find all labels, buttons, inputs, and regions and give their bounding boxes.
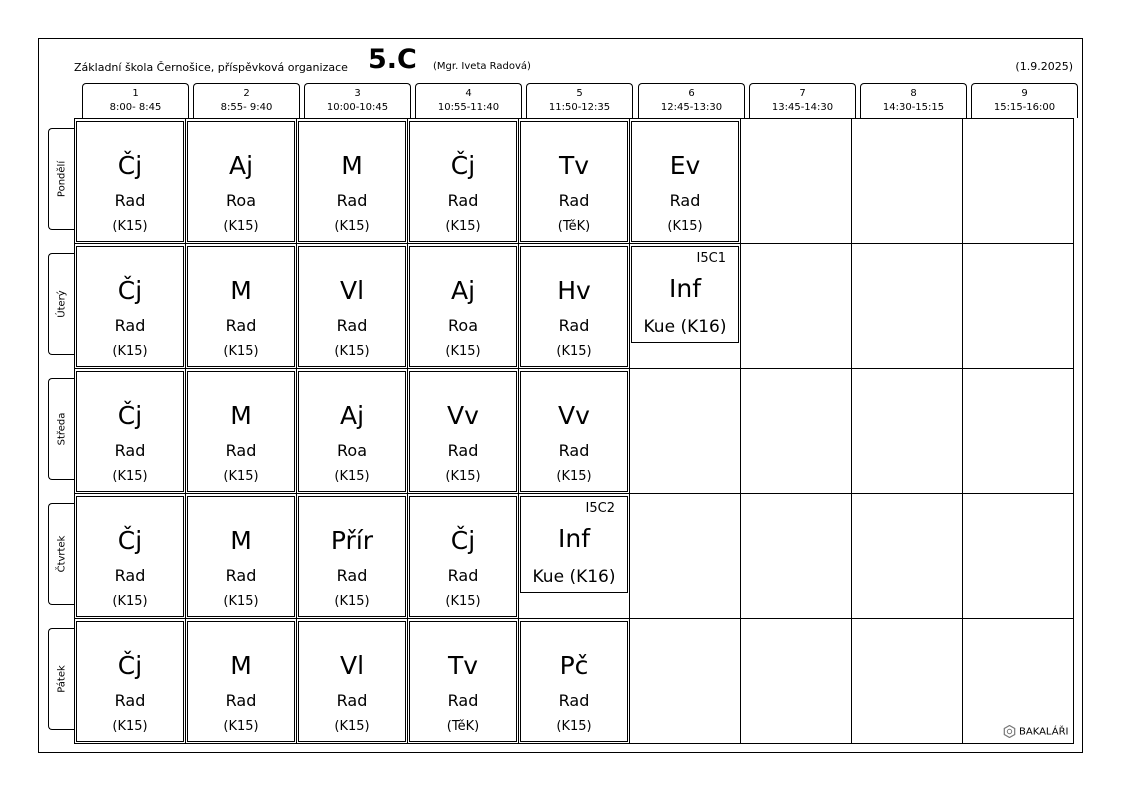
- period-number: 8: [910, 88, 917, 99]
- period-time: 11:50-12:35: [548, 102, 611, 113]
- day-name: Čtvrtek: [56, 535, 67, 573]
- lesson-teacher: Rad: [225, 691, 257, 710]
- lesson-subject: Aj: [450, 276, 476, 305]
- lesson-subject: Čj: [117, 526, 143, 555]
- lesson-subject: Inf: [668, 274, 702, 303]
- lesson-subject: Inf: [557, 524, 591, 553]
- lesson-cell: [76, 371, 184, 492]
- period-tab: [82, 83, 189, 118]
- class-teacher: (Mgr. Iveta Radová): [433, 61, 531, 72]
- lesson-cell: [298, 371, 406, 492]
- lesson-teacher: Roa: [337, 441, 367, 460]
- lesson-cell: [409, 371, 517, 492]
- lesson-subject: Hv: [557, 276, 591, 305]
- period-number: 7: [799, 88, 806, 99]
- lesson-teacher: Roa: [226, 191, 256, 210]
- lesson-room: (K15): [223, 594, 259, 609]
- lesson-subject: Čj: [450, 151, 476, 180]
- lesson-cell: [76, 246, 184, 367]
- lesson-room: (K15): [556, 719, 592, 734]
- lesson-teacher: Rad: [114, 316, 146, 335]
- lesson-cell: [409, 246, 517, 367]
- lesson-teacher: Rad: [336, 566, 368, 585]
- lesson-teacher: Rad: [447, 691, 479, 710]
- lesson-subject: Čj: [117, 651, 143, 680]
- day-name: Středa: [56, 412, 67, 446]
- lesson-teacher: Rad: [558, 191, 590, 210]
- group-lesson-cell: [631, 246, 739, 343]
- lesson-room: (K15): [334, 219, 370, 234]
- grid-row-line: [75, 243, 1073, 244]
- group-lesson-cell: [520, 496, 628, 593]
- lesson-teacher: Rad: [669, 191, 701, 210]
- lesson-subject: Přír: [330, 526, 374, 555]
- lesson-group: I5C1: [696, 251, 726, 266]
- lesson-subject: Vl: [339, 651, 365, 680]
- lesson-teacher: Rad: [558, 316, 590, 335]
- period-tab: [526, 83, 633, 118]
- lesson-teacher: Rad: [558, 441, 590, 460]
- lesson-cell: [187, 371, 295, 492]
- lesson-cell: [298, 246, 406, 367]
- school-name: Základní škola Černošice, příspěvková organizace: [74, 61, 348, 74]
- day-tab: [48, 253, 74, 355]
- lesson-teacher-room: Kue (K16): [643, 317, 727, 337]
- period-number: 5: [576, 88, 583, 99]
- lesson-cell: [187, 246, 295, 367]
- grid-row-line: [75, 368, 1073, 369]
- day-name: Pondělí: [56, 160, 67, 198]
- lesson-room: (K15): [223, 469, 259, 484]
- lesson-teacher: Rad: [225, 566, 257, 585]
- period-number: 9: [1021, 88, 1028, 99]
- lesson-teacher: Rad: [114, 566, 146, 585]
- lesson-room: (K15): [112, 594, 148, 609]
- lesson-subject: Čj: [117, 151, 143, 180]
- period-time: 8:00- 8:45: [109, 102, 162, 113]
- lesson-cell: [520, 246, 628, 367]
- lesson-cell: [76, 496, 184, 617]
- lesson-teacher: Rad: [114, 191, 146, 210]
- lesson-cell: [409, 496, 517, 617]
- lesson-subject: M: [230, 526, 252, 555]
- lesson-subject: Čj: [117, 276, 143, 305]
- lesson-cell: [76, 621, 184, 742]
- lesson-room: (K15): [334, 469, 370, 484]
- lesson-cell: [76, 121, 184, 242]
- lesson-cell: [298, 496, 406, 617]
- lesson-room: (K15): [556, 344, 592, 359]
- lesson-room: (K15): [112, 469, 148, 484]
- lesson-room: (K15): [334, 344, 370, 359]
- lesson-subject: Aj: [228, 151, 254, 180]
- lesson-cell: [631, 121, 739, 242]
- grid-row-line: [75, 618, 1073, 619]
- period-tab: [749, 83, 856, 118]
- bakalari-logo: [1003, 725, 1068, 738]
- lesson-teacher: Rad: [558, 691, 590, 710]
- period-tab: [415, 83, 522, 118]
- period-time: 10:00-10:45: [326, 102, 389, 113]
- bakalari-logo-icon: [1003, 725, 1016, 738]
- lesson-room: (K15): [112, 719, 148, 734]
- period-time: 10:55-11:40: [437, 102, 500, 113]
- grid-column-line: [296, 119, 297, 743]
- lesson-room: (K15): [445, 469, 481, 484]
- day-tab: [48, 628, 74, 730]
- grid-row-line: [75, 493, 1073, 494]
- lesson-subject: Aj: [339, 401, 365, 430]
- lesson-cell: [409, 121, 517, 242]
- lesson-room: (K15): [556, 469, 592, 484]
- day-name: Úterý: [56, 290, 67, 318]
- grid-column-line: [518, 119, 519, 743]
- timetable-date: (1.9.2025): [1015, 60, 1073, 73]
- lesson-cell: [187, 621, 295, 742]
- grid-column-line: [407, 119, 408, 743]
- lesson-cell: [520, 371, 628, 492]
- lesson-room: (K15): [445, 219, 481, 234]
- lesson-teacher: Rad: [447, 191, 479, 210]
- lesson-room: (K15): [223, 219, 259, 234]
- period-time: 14:30-15:15: [882, 102, 945, 113]
- period-time: 15:15-16:00: [993, 102, 1056, 113]
- lesson-teacher: Rad: [225, 316, 257, 335]
- grid-column-line: [740, 119, 741, 743]
- lesson-cell: [187, 496, 295, 617]
- lesson-room: (K15): [667, 219, 703, 234]
- lesson-teacher: Rad: [447, 441, 479, 460]
- lesson-cell: [298, 621, 406, 742]
- lesson-room: (K15): [334, 594, 370, 609]
- lesson-subject: Vv: [558, 401, 590, 430]
- period-number: 3: [354, 88, 361, 99]
- grid-column-line: [629, 119, 630, 743]
- lesson-subject: M: [230, 401, 252, 430]
- class-name: 5.C: [368, 44, 417, 75]
- lesson-room: (TěK): [557, 219, 591, 234]
- period-time: 8:55- 9:40: [220, 102, 273, 113]
- lesson-subject: Čj: [117, 401, 143, 430]
- period-tab: [638, 83, 745, 118]
- lesson-room: (K15): [445, 594, 481, 609]
- lesson-subject: M: [341, 151, 363, 180]
- lesson-subject: Tv: [558, 151, 590, 180]
- lesson-subject: M: [230, 651, 252, 680]
- lesson-cell: [520, 621, 628, 742]
- lesson-room: (K15): [334, 719, 370, 734]
- lesson-room: (K15): [112, 219, 148, 234]
- period-tab: [971, 83, 1078, 118]
- grid-column-line: [851, 119, 852, 743]
- lesson-teacher-room: Kue (K16): [532, 567, 616, 587]
- lesson-subject: Tv: [447, 651, 479, 680]
- grid-column-line: [185, 119, 186, 743]
- lesson-cell: [409, 621, 517, 742]
- lesson-group: I5C2: [585, 501, 615, 516]
- lesson-room: (K15): [223, 344, 259, 359]
- lesson-room: (TěK): [446, 719, 480, 734]
- period-time: 12:45-13:30: [660, 102, 723, 113]
- lesson-subject: Ev: [669, 151, 701, 180]
- period-time: 13:45-14:30: [771, 102, 834, 113]
- lesson-room: (K15): [445, 344, 481, 359]
- lesson-subject: Pč: [559, 651, 589, 680]
- lesson-teacher: Rad: [336, 191, 368, 210]
- period-tab: [193, 83, 300, 118]
- day-tab: [48, 503, 74, 605]
- period-tab: [304, 83, 411, 118]
- grid-column-line: [962, 119, 963, 743]
- lesson-subject: Vl: [339, 276, 365, 305]
- lesson-subject: Čj: [450, 526, 476, 555]
- lesson-cell: [187, 121, 295, 242]
- lesson-room: (K15): [112, 344, 148, 359]
- day-tab: [48, 128, 74, 230]
- lesson-subject: Vv: [447, 401, 479, 430]
- lesson-room: (K15): [223, 719, 259, 734]
- lesson-subject: M: [230, 276, 252, 305]
- lesson-teacher: Rad: [114, 691, 146, 710]
- lesson-cell: [298, 121, 406, 242]
- lesson-teacher: Roa: [448, 316, 478, 335]
- lesson-cell: [520, 121, 628, 242]
- lesson-teacher: Rad: [114, 441, 146, 460]
- period-number: 1: [132, 88, 139, 99]
- bakalari-logo-text: BAKALÁŘI: [1019, 726, 1069, 738]
- period-number: 2: [243, 88, 250, 99]
- lesson-teacher: Rad: [336, 316, 368, 335]
- period-number: 6: [688, 88, 695, 99]
- lesson-teacher: Rad: [225, 441, 257, 460]
- period-tab: [860, 83, 967, 118]
- lesson-teacher: Rad: [447, 566, 479, 585]
- lesson-teacher: Rad: [336, 691, 368, 710]
- period-number: 4: [465, 88, 472, 99]
- day-name: Pátek: [56, 665, 67, 693]
- day-tab: [48, 378, 74, 480]
